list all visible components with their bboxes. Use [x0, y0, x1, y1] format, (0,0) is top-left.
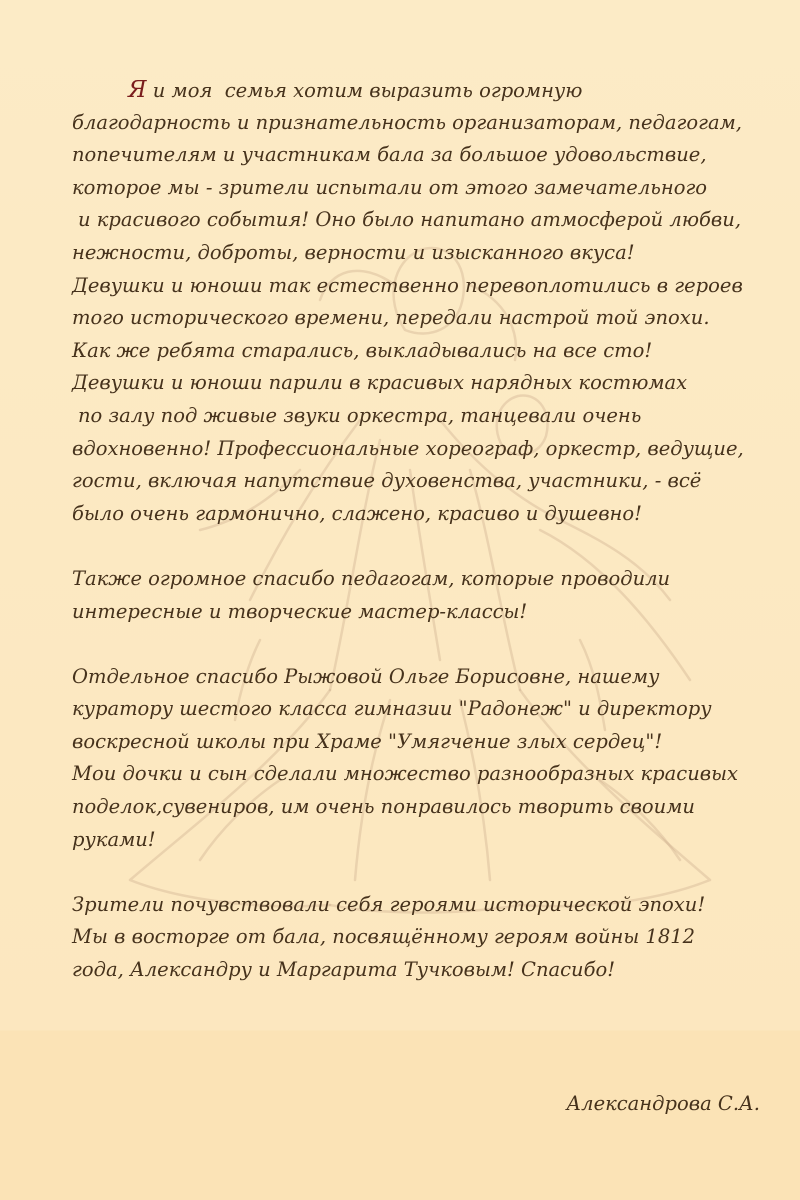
paragraph-gap — [72, 856, 772, 889]
signature: Александрова С.А. — [566, 1092, 760, 1115]
letter-line: гости, включая напутствие духовенства, участники, - всё — [72, 469, 702, 493]
letter-line: и красивого события! Оно было напитано атмосферой любви, — [78, 208, 742, 232]
letter-line: года, Александру и Маргарита Тучковым! Спасибо! — [72, 958, 616, 982]
letter-line: попечителям и участникам бала за большое удовольствие, — [72, 143, 707, 167]
letter-line: Мои дочки и сын сделали множество разнообразных красивых — [72, 762, 738, 786]
letter-line: Девушки и юноши парили в красивых нарядных костюмах — [72, 371, 688, 395]
letter-line: интересные и творческие мастер-классы! — [72, 599, 528, 623]
letter-line: куратору шестого класса гимназии "Радонеж" и директору — [72, 697, 712, 721]
paragraph-gap — [72, 530, 772, 563]
letter-line: Как же ребята старались, выкладывались на все сто! — [72, 338, 653, 362]
letter-line: Зрители почувствовали себя героями исторической эпохи! — [72, 892, 706, 916]
drop-initial: Я — [128, 77, 147, 103]
letter-line: Девушки и юноши так естественно перевоплотились в героев — [72, 273, 743, 297]
letter-line: Также огромное спасибо педагогам, которые проводили — [72, 566, 671, 590]
letter-line: нежности, доброты, верности и изысканного вкуса! — [72, 240, 635, 264]
paragraph-gap — [72, 628, 772, 661]
letter-line: которое мы - зрители испытали от этого замечательного — [72, 175, 708, 199]
letter-line: того исторического времени, передали настрой той эпохи. — [72, 306, 710, 330]
letter-line: было очень гармонично, слажено, красиво и душевно! — [72, 501, 642, 525]
letter-line: руками! — [72, 827, 156, 851]
letter-line: воскресной школы при Храме "Умягчение злых сердец"! — [72, 729, 663, 753]
letter-line: благодарность и признательность организаторам, педагогам, — [72, 110, 742, 134]
letter-line: вдохновенно! Профессиональные хореограф, оркестр, ведущие, — [72, 436, 744, 460]
letter-line: Я и моя семья хотим выразить огромную — [128, 77, 583, 103]
letter-line: по залу под живые звуки оркестра, танцевали очень — [78, 403, 642, 427]
letter-line: Отдельное спасибо Рыжовой Ольге Борисовне, нашему — [72, 664, 660, 688]
letter-body — [72, 74, 772, 987]
letter-line: Мы в восторге от бала, посвящённому героям войны 1812 — [72, 925, 696, 949]
letter-line: поделок,сувениров, им очень понравилось творить своими — [72, 795, 695, 819]
